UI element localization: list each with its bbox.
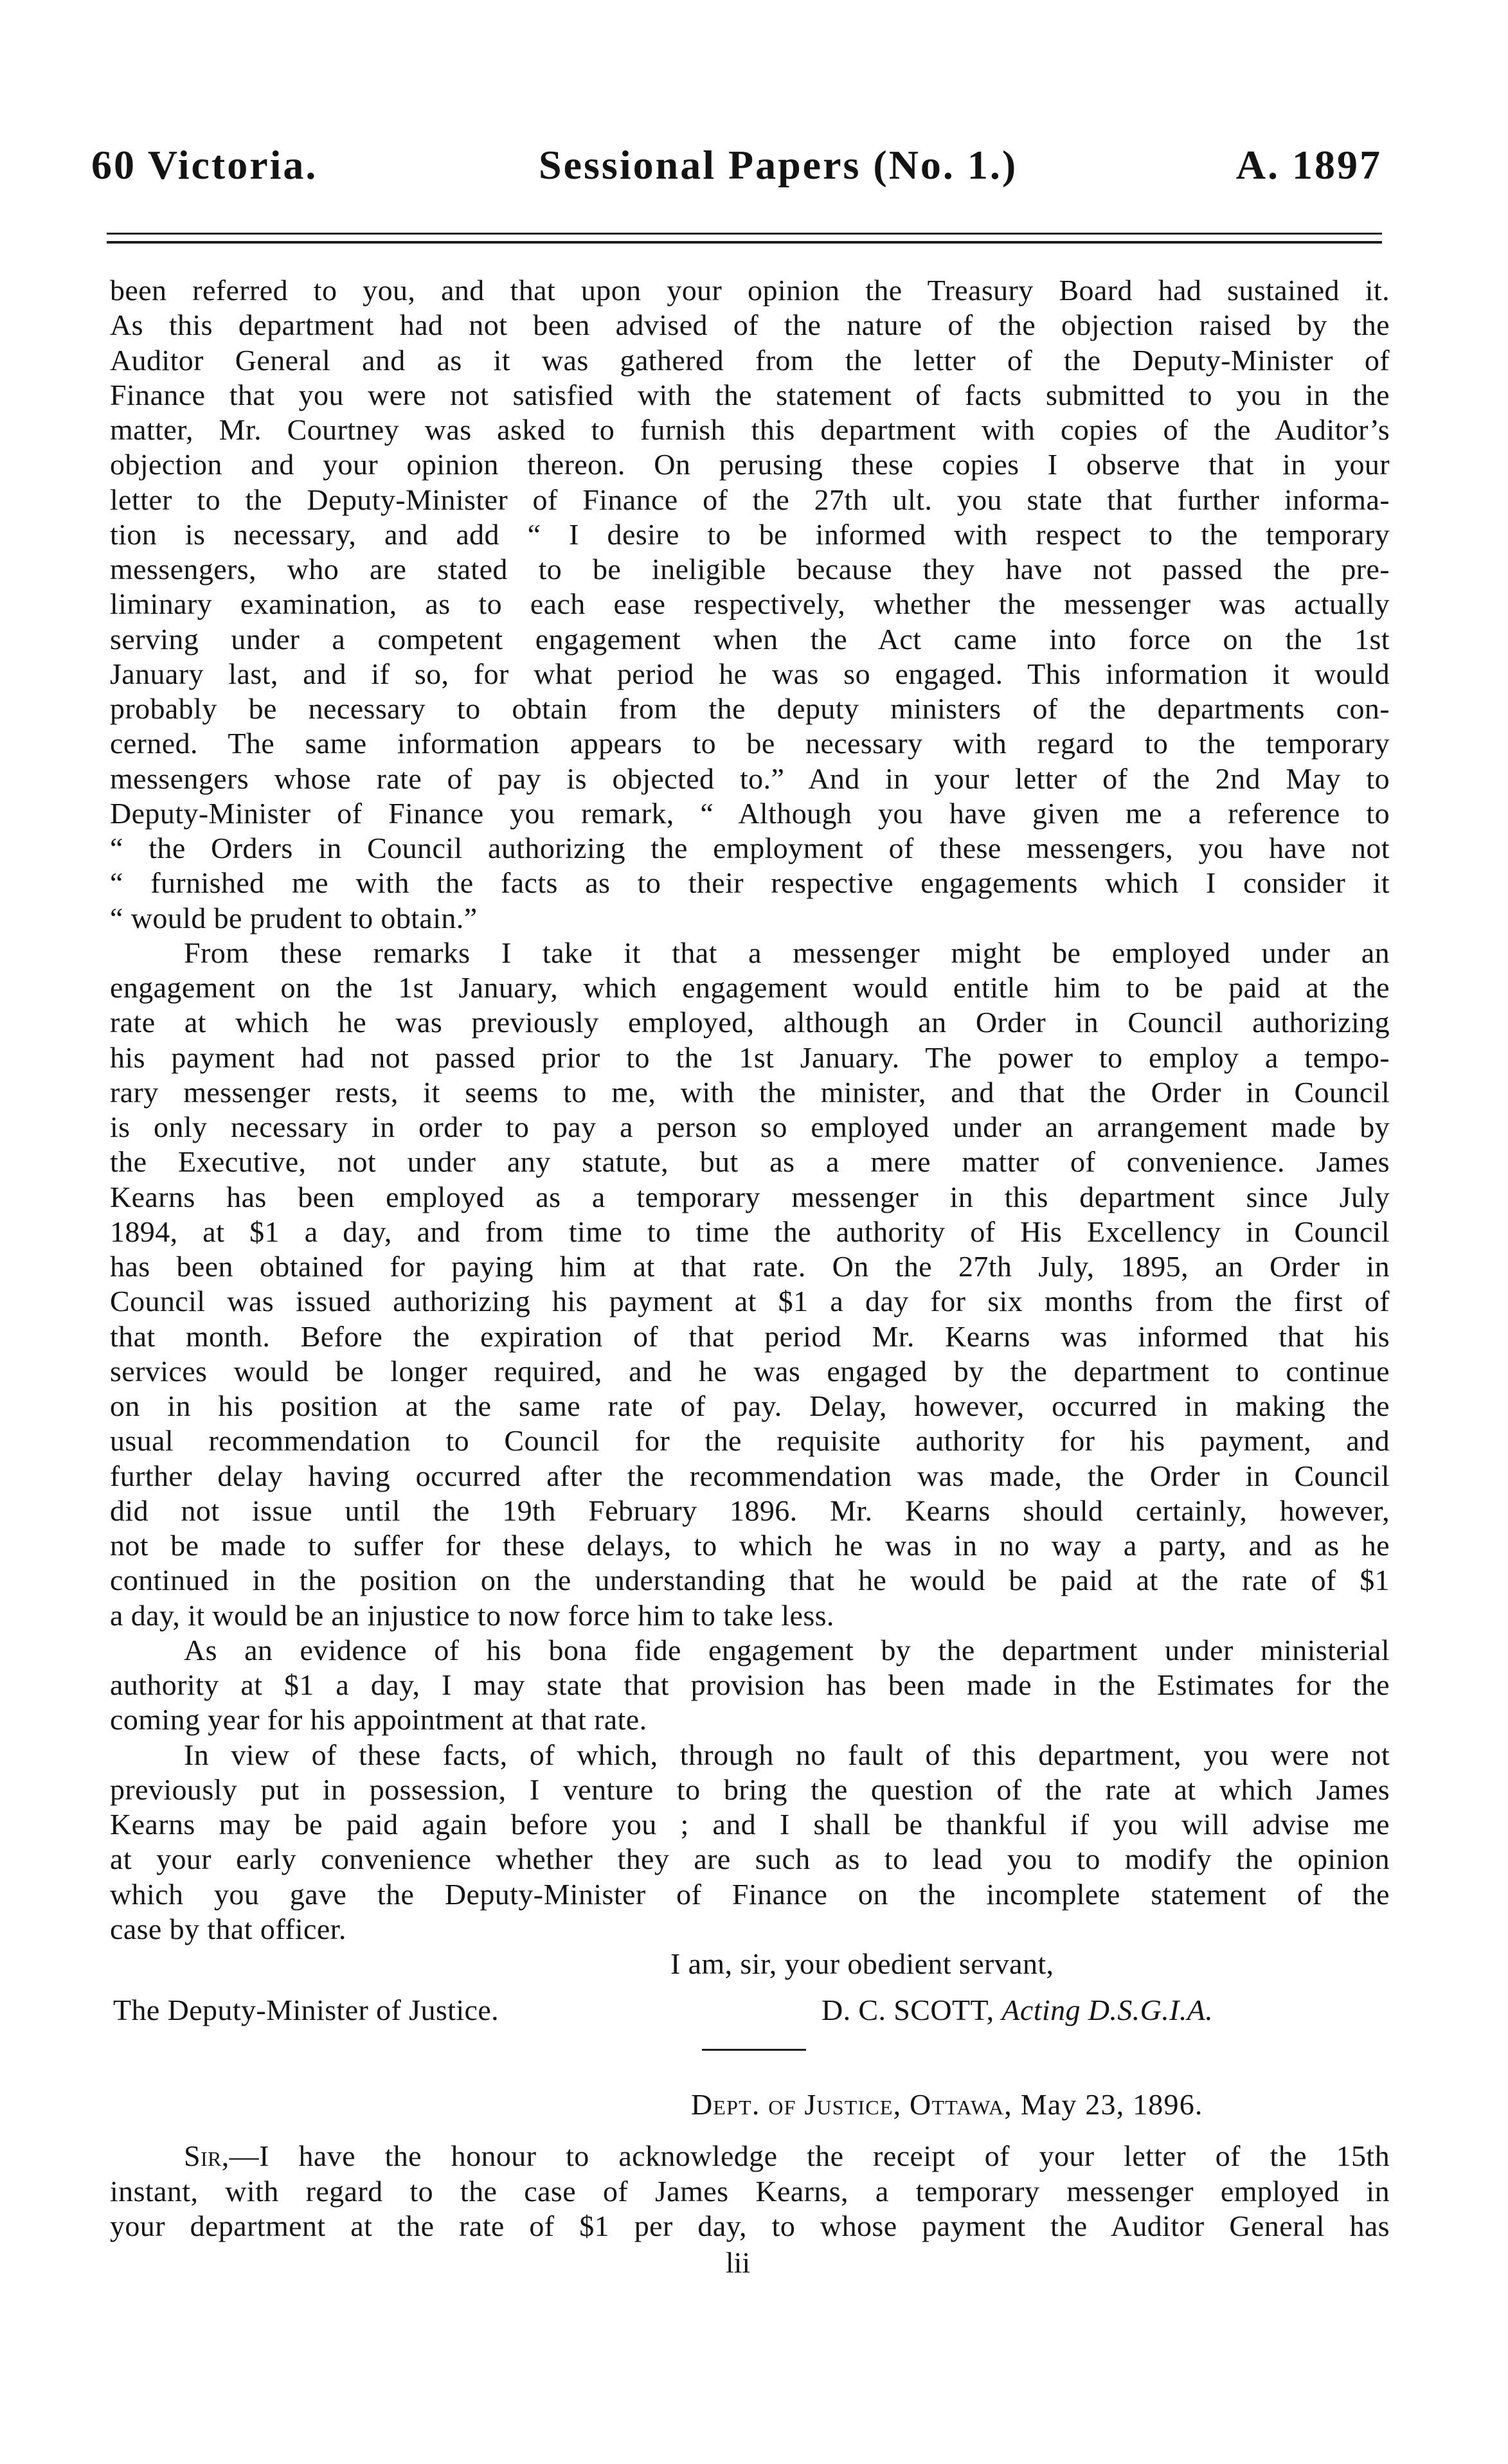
text-line: services would be longer required, and he was engaged by the department to continue — [110, 1354, 1390, 1388]
text-line: As this department had not been advised of the nature of the objection raised by the — [110, 308, 1390, 342]
text-line: has been obtained for paying him at that rate. On the 27th July, 1895, an Order in — [110, 1250, 1390, 1283]
text-line: on in his position at the same rate of pay. Delay, however, occurred in making the — [110, 1389, 1390, 1422]
text-line: his payment had not passed prior to the 1st January. The power to employ a tempo- — [110, 1040, 1390, 1074]
header-rule-top — [107, 233, 1382, 235]
text-line: January last, and if so, for what period he was so engaged. This information it would — [110, 657, 1390, 690]
text-line: at your early convenience whether they are such as to lead you to modify the opinion — [110, 1843, 1390, 1876]
header-session: 60 Victoria. — [91, 142, 318, 188]
page-number: lii — [725, 2246, 751, 2279]
text-line: authority at $1 a day, I may state that provision has been made in the Estimates for the — [110, 1668, 1390, 1701]
text-line: a day, it would be an injustice to now force him to take less. — [110, 1598, 834, 1632]
paragraph — [110, 1738, 1390, 1947]
text-line — [110, 2139, 1390, 2174]
text-line: that month. Before the expiration of that period Mr. Kearns was informed that his — [110, 1319, 1390, 1353]
text-line: Council was issued authorizing his payment at $1 a day for six months from the first of — [110, 1285, 1390, 1318]
text-line: cerned. The same information appears to be necessary with regard to the temporary — [110, 727, 1390, 760]
text-line: coming year for his appointment at that rate. — [110, 1703, 647, 1736]
header-year: A. 1897 — [1235, 142, 1382, 188]
text-line: Deputy-Minister of Finance you remark, “ Although you have given me a reference to — [110, 796, 1390, 830]
dateline-date: May 23, 1896. — [1020, 2088, 1203, 2121]
text-line: 1894, at $1 a day, and from time to time the authority of His Excellency in Council — [110, 1215, 1390, 1248]
text-line: further delay having occurred after the recommendation was made, the Order in Council — [110, 1459, 1390, 1492]
signatory-name: D. C. SCOTT, — [821, 1994, 994, 2026]
text-line: letter to the Deputy-Minister of Finance of the 27th ult. you state that further informa- — [110, 483, 1390, 516]
text-line: not be made to suffer for these delays, to which he was in no way a party, and as he — [110, 1529, 1390, 1562]
text-line: Auditor General and as it was gathered from the letter of the Deputy-Minister of — [110, 343, 1390, 377]
signature — [821, 1993, 1213, 2028]
addressee: The Deputy-Minister of Justice. — [113, 1994, 499, 2026]
header-rule-bottom — [107, 241, 1382, 244]
paragraph — [110, 1633, 1390, 1738]
text-line: tion is necessary, and add “ I desire to be informed with respect to the temporary — [110, 517, 1390, 551]
text-line: been referred to you, and that upon your opinion the Treasury Board had sustained it. — [110, 274, 1390, 307]
paragraph — [110, 936, 1390, 1633]
dateline — [691, 2087, 1203, 2122]
text-line: In view of these facts, of which, through no fault of this department, you were not — [184, 1738, 1390, 1771]
text-line: liminary examination, as to each ease respectively, whether the messenger was actually — [110, 587, 1390, 621]
text-line: “ the Orders in Council authorizing the employment of these messengers, you have not — [110, 832, 1390, 864]
text-line: previously put in possession, I venture to bring the question of the rate at which James — [110, 1772, 1390, 1806]
text-line-rest: I have the honour to acknowledge the receipt of your letter of the 15th — [259, 2139, 1390, 2172]
header-title: Sessional Papers (No. 1.) — [539, 142, 1018, 188]
text-line: rary messenger rests, it seems to me, with the minister, and that the Order in Council — [110, 1075, 1390, 1109]
text-line: which you gave the Deputy-Minister of Finance on the incomplete statement of the — [110, 1877, 1390, 1911]
text-line: engagement on the 1st January, which engagement would entitle him to be paid at the — [110, 971, 1390, 1004]
text-line: continued in the position on the understanding that he would be paid at the rate of $1 — [110, 1564, 1390, 1597]
text-line: messengers whose rate of pay is objected to.” And in your letter of the 2nd May to — [110, 762, 1390, 795]
signatory-title: Acting D.S.G.I.A. — [1001, 1994, 1214, 2026]
letter-closing: I am, sir, your obedient servant, — [670, 1947, 1054, 1980]
text-line: is only necessary in order to pay a person so employed under an arrangement made by — [110, 1111, 1390, 1143]
text-line: rate at which he was previously employed, although an Order in Council authorizing — [110, 1006, 1390, 1039]
salutation: Sir,— — [184, 2139, 260, 2172]
text-line: your department at the rate of $1 per day, to whose payment the Auditor General has — [110, 2210, 1390, 2242]
paragraph — [110, 273, 1390, 936]
text-line: probably be necessary to obtain from the deputy ministers of the departments con- — [110, 692, 1390, 725]
text-line: “ would be prudent to obtain.” — [110, 901, 478, 934]
text-line: did not issue until the 19th February 1896. Mr. Kearns should certainly, however, — [110, 1494, 1390, 1527]
text-line: Kearns may be paid again before you ; and I shall be thankful if you will advise me — [110, 1808, 1390, 1841]
text-line: messengers, who are stated to be ineligible because they have not passed the pre- — [110, 553, 1390, 585]
text-line: Kearns has been employed as a temporary messenger in this department since July — [110, 1180, 1390, 1213]
text-line: objection and your opinion thereon. On perusing these copies I observe that in your — [110, 448, 1390, 481]
letter-body — [110, 273, 1390, 1981]
separator-rule — [702, 2049, 806, 2051]
text-line: serving under a competent engagement when the Act came into force on the 1st — [110, 622, 1390, 656]
text-line: case by that officer. — [110, 1912, 346, 1945]
text-line: “ furnished me with the facts as to their respective engagements which I consider it — [110, 866, 1390, 900]
text-line: the Executive, not under any statute, but as a mere matter of convenience. James — [110, 1145, 1390, 1179]
text-line: As an evidence of his bona fide engagement by the department under ministerial — [184, 1633, 1390, 1666]
text-line: From these remarks I take it that a messenger might be employed under an — [184, 936, 1390, 969]
text-line: usual recommendation to Council for the requisite authority for his payment, and — [110, 1424, 1390, 1458]
text-line: Finance that you were not satisfied with the statement of facts submitted to you in the — [110, 378, 1390, 411]
text-line: matter, Mr. Courtney was asked to furnish this department with copies of the Auditor’s — [110, 413, 1390, 446]
text-line: instant, with regard to the case of James Kearns, a temporary messenger employed in — [110, 2174, 1390, 2208]
reply-body — [110, 2139, 1390, 2244]
dateline-place: Dept. of Justice, Ottawa, — [691, 2088, 1012, 2121]
